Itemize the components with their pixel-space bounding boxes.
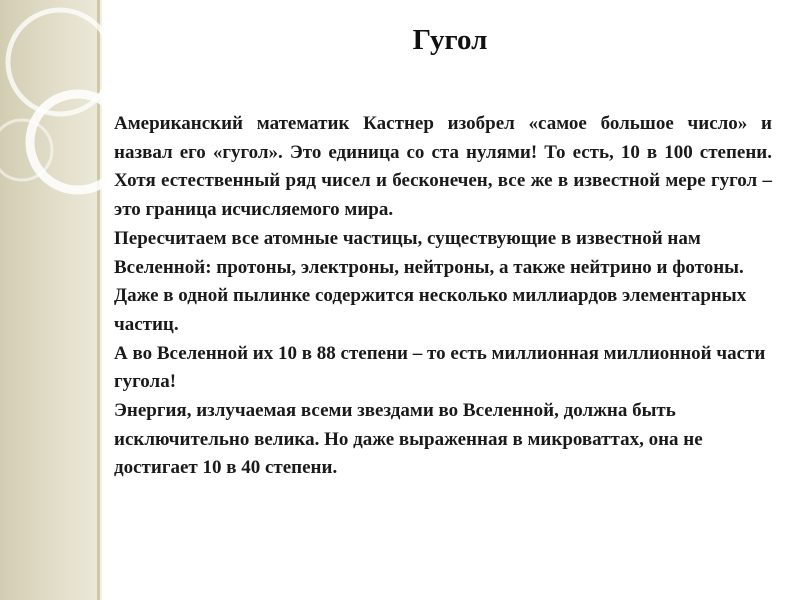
slide-title: Гугол: [412, 24, 488, 56]
slide-body: [114, 110, 772, 483]
decorative-side-panel: [0, 0, 97, 600]
paragraph-star-energy: Энергия, излучаемая всеми звездами во Вселенной, должна быть исключительно велика. Но даже выраженная в микроваттах, она не достигает 10 в 40 степени.: [114, 400, 703, 479]
paragraph-universe-particles: А во Вселенной их 10 в 88 степени – то есть миллионная миллионной части гугола!: [114, 342, 766, 393]
side-panel-highlight: [100, 0, 102, 600]
paragraph-atomic-particles: Пересчитаем все атомные частицы, существующие в известной нам Вселенной: протоны, электроны, нейтроны, а также нейтрино и фотоны.: [114, 227, 744, 278]
paragraph-googol-definition: Американский математик Кастнер изобрел «самое большое число» и назвал его «гугол». Это единица со ста нулями! То есть, 10 в 100 степени. Хотя естественный ряд чисел и бесконечен, все же в известной мере гугол – это граница исчисляемого мира.: [114, 113, 772, 221]
paragraph-dust-particle: Даже в одной пылинке содержится несколько миллиардов элементарных частиц.: [114, 285, 747, 335]
